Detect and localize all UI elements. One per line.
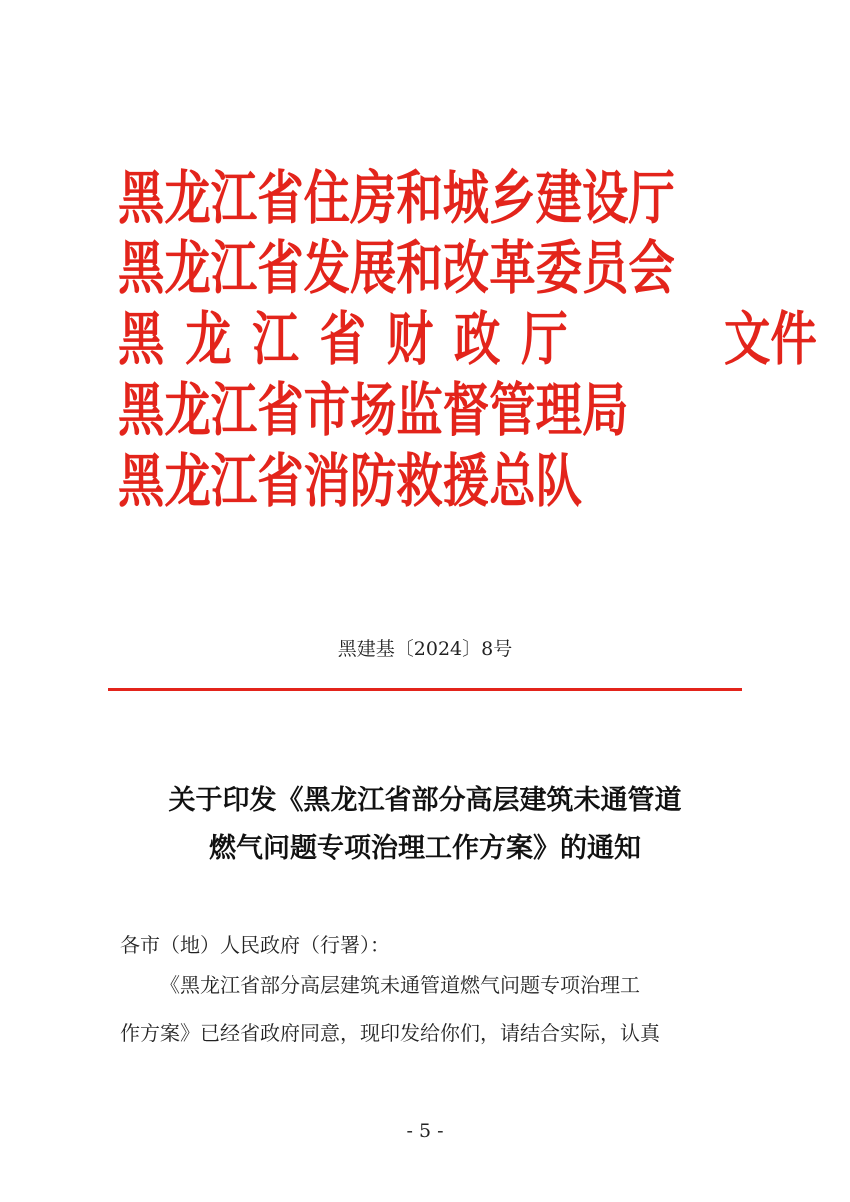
document-number: 黑建基〔2024〕8号 [337, 638, 513, 660]
department-fire-rescue: 黑龙江省消防救援总队 [118, 447, 583, 515]
department-development-reform: 黑龙江省发展和改革委员会 [118, 234, 675, 302]
page-number: - 5 - [406, 1120, 444, 1142]
body-paragraph-line: 《黑龙江省部分高层建筑未通管道燃气问题专项治理工 [160, 973, 640, 997]
issuing-departments-header [118, 162, 817, 532]
document-suffix: 文件 [724, 305, 817, 373]
notice-title-line-1: 关于印发《黑龙江省部分高层建筑未通管道 [168, 785, 682, 816]
department-market-regulation: 黑龙江省市场监督管理局 [118, 376, 629, 444]
red-divider [108, 688, 742, 691]
body-paragraph-line: 作方案》已经省政府同意，现印发给你们，请结合实际，认真 [120, 1021, 660, 1045]
department-housing: 黑龙江省住房和城乡建设厅 [118, 164, 675, 232]
notice-title-line-2: 燃气问题专项治理工作方案》的通知 [209, 833, 641, 864]
addressee: 各市（地）人民政府（行署）： [120, 933, 390, 957]
department-finance: 黑龙江省财政厅 [118, 305, 589, 373]
